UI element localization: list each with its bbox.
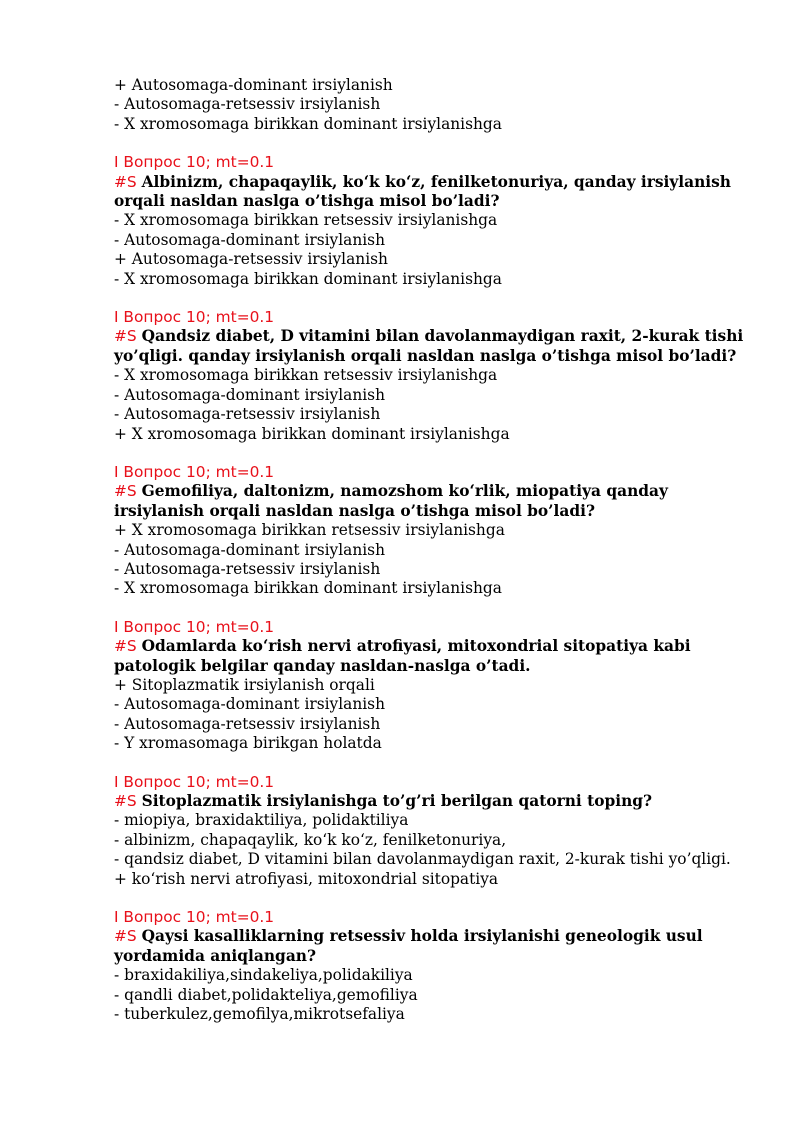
answer-option: - miopiya, braxidaktiliya, polidaktiliya [114, 811, 409, 830]
answer-option: + X xromosomaga birikkan retsessiv irsiylanishga [114, 521, 505, 540]
answer-option: - Y xromasomaga birikgan holatda [114, 734, 382, 753]
answer-option: + Autosomaga-retsessiv irsiylanish [114, 250, 388, 269]
question-body: Albinizm, chapaqaylik, ko‘k ko‘z, fenilketonuriya, qanday irsiylanish orqali nasldan naslga o’tishga misol bo’ladi? [114, 172, 731, 211]
question-body: Qaysi kasalliklarning retsessiv holda irsiylanishi geneologik usul yordamida aniqlangan? [114, 927, 703, 965]
question-header: I Вопрос 10; mt=0.1 [114, 772, 275, 791]
answer-option: - Autosomaga-retsessiv irsiylanish [114, 405, 381, 424]
answer-option: - Autosomaga-dominant irsiylanish [114, 695, 385, 714]
question-block-2 [114, 308, 754, 444]
question-tag: #S [114, 927, 137, 946]
answer-option: - Autosomaga-retsessiv irsiylanish [114, 714, 381, 733]
question-body: Sitoplazmatik irsiylanishga to’g’ri berilgan qatorni toping? [141, 792, 653, 810]
question-text [114, 637, 754, 676]
answer-option: - X xromosomaga birikkan dominant irsiylanishga [114, 579, 502, 598]
answer-option: - Autosomaga-retsessiv irsiylanish [114, 559, 381, 578]
answer-option: - X xromosomaga birikkan dominant irsiylanishga [114, 114, 502, 133]
question-block-3 [114, 463, 754, 599]
answer-option: + ko‘rish nervi atrofiyasi, mitoxondrial sitopatiya [114, 869, 499, 888]
document-page [114, 76, 754, 1024]
question-tag: #S [114, 792, 137, 810]
question-text [114, 792, 754, 811]
question-tag: #S [114, 637, 137, 656]
question-text [114, 927, 754, 966]
answer-option: + Autosomaga-dominant irsiylanish [114, 76, 393, 94]
question-header: I Вопрос 10; mt=0.1 [114, 908, 275, 927]
answer-option: - braxidakiliya,sindakeliya,polidakiliya [114, 966, 413, 985]
question-block-5 [114, 773, 754, 889]
answer-option: - X xromosomaga birikkan retsessiv irsiylanishga [114, 366, 498, 385]
answer-option: + Sitoplazmatik irsiylanish orqali [114, 675, 375, 694]
question-tag: #S [114, 482, 137, 501]
question-tag: #S [114, 327, 137, 346]
question-header: I Вопрос 10; mt=0.1 [114, 617, 275, 636]
answer-option: + X xromosomaga birikkan dominant irsiylanishga [114, 424, 510, 443]
question-block-4 [114, 618, 754, 754]
question-block-1 [114, 153, 754, 289]
answer-option: - tuberkulez,gemofilya,mikrotsefaliya [114, 1005, 405, 1024]
answer-option: - Autosomaga-dominant irsiylanish [114, 540, 385, 559]
question-header: I Вопрос 10; mt=0.1 [114, 308, 275, 327]
question-text [114, 482, 754, 521]
question-text [114, 327, 754, 366]
question-header: I Вопрос 10; mt=0.1 [114, 462, 275, 481]
intro-answers [114, 76, 754, 134]
question-body: Odamlarda ko‘rish nervi atrofiyasi, mitoxondrial sitopatiya kabi patologik belgilar qanday nasldan-naslga o’tadi. [114, 637, 691, 675]
question-body: Qandsiz diabet, D vitamini bilan davolanmaydigan raxit, 2-kurak tishi yo’qligi. qanday irsiylanish orqali nasldan naslga o’tishga misol bo’ladi? [114, 327, 744, 365]
answer-option: - X xromosomaga birikkan retsessiv irsiylanishga [114, 211, 498, 230]
question-header: I Вопрос 10; mt=0.1 [114, 153, 275, 172]
answer-option: - albinizm, chapaqaylik, ko‘k ko‘z, fenilketonuriya, [114, 830, 507, 849]
answer-option: - X xromosomaga birikkan dominant irsiylanishga [114, 269, 502, 288]
answer-option: - qandsiz diabet, D vitamini bilan davolanmaydigan raxit, 2-kurak tishi yo’qligi. [114, 850, 731, 869]
answer-option: - Autosomaga-dominant irsiylanish [114, 230, 385, 249]
answer-option: - qandli diabet,polidakteliya,gemofiliya [114, 985, 418, 1004]
answer-option: - Autosomaga-dominant irsiylanish [114, 385, 385, 404]
question-tag: #S [114, 172, 137, 191]
question-text [114, 173, 754, 212]
question-body: Gemofiliya, daltonizm, namozshom ko‘rlik, miopatiya qanday irsiylanish orqali nasldan naslga o’tishga misol bo’ladi? [114, 482, 668, 520]
question-block-6 [114, 908, 754, 1024]
answer-option: - Autosomaga-retsessiv irsiylanish [114, 95, 381, 114]
